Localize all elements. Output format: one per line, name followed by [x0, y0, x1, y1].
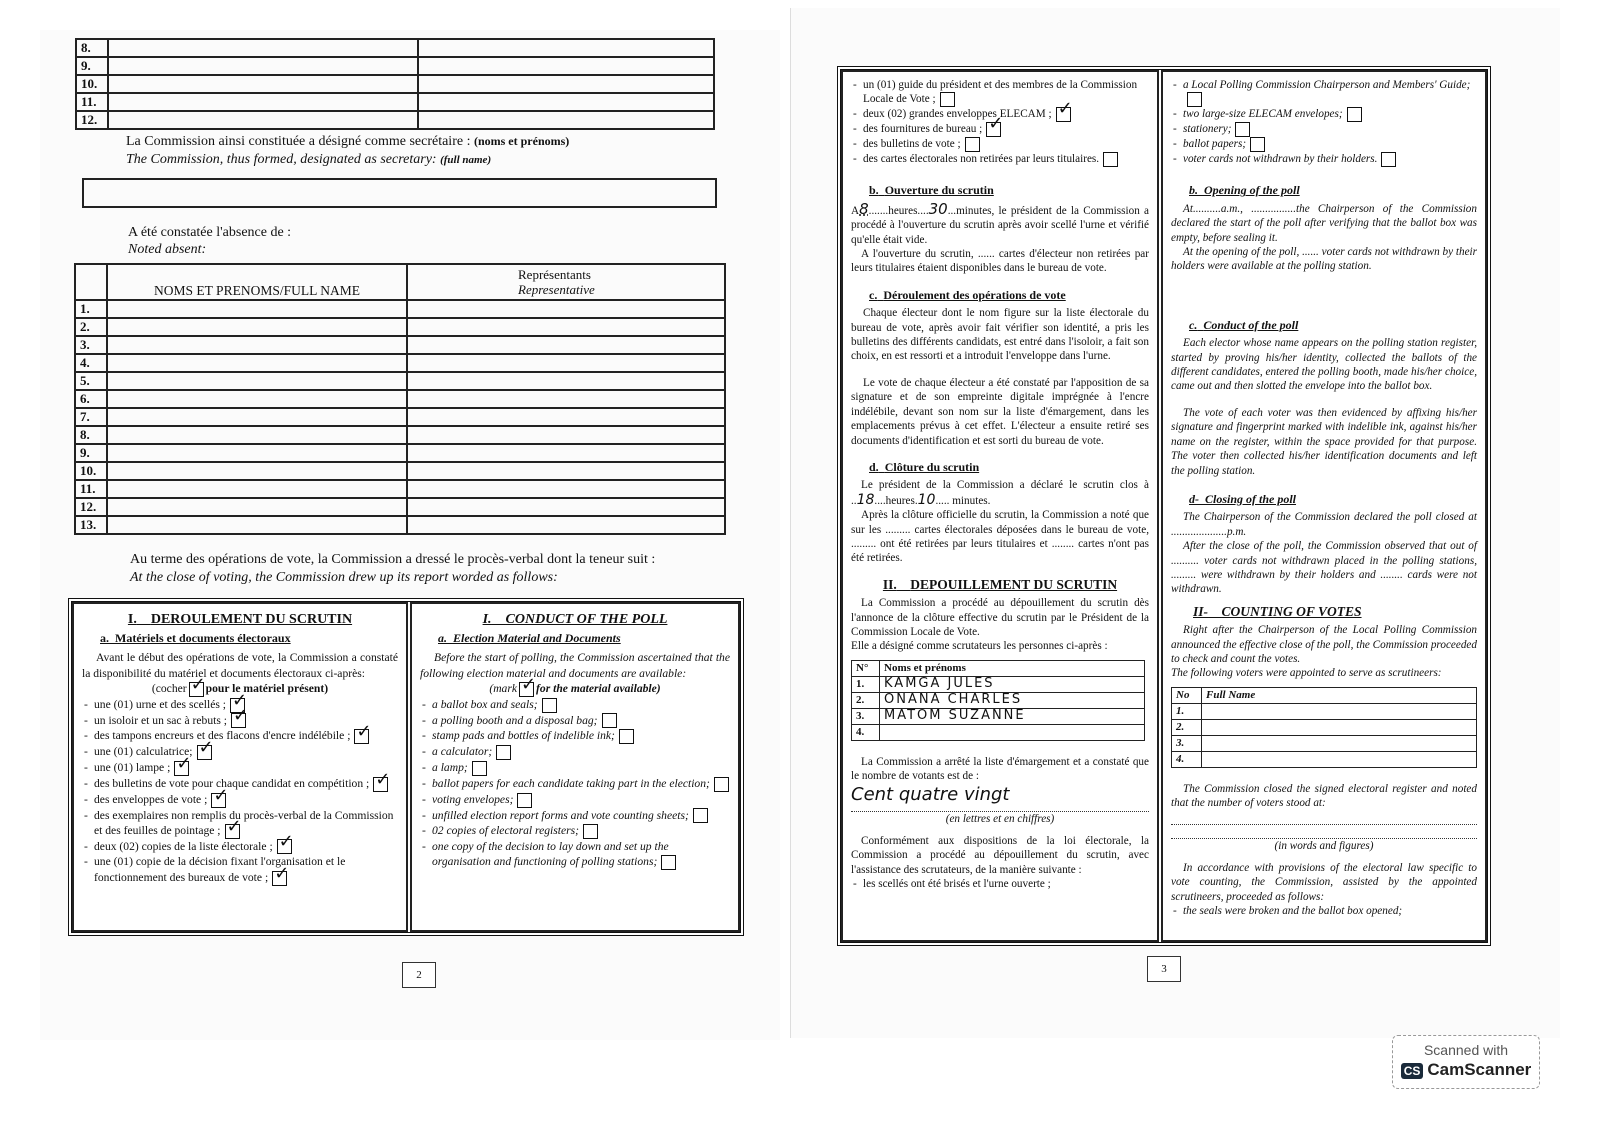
- section-title-en: I. CONDUCT OF THE POLL: [482, 612, 668, 627]
- row-number: 2.: [852, 692, 880, 708]
- closing-cards-fr: Après la clôture officielle du scrutin, la Commission a noté que sur les ......... cartes électorales déposées dans le bureau de vote, ......... ont été retirées par leurs titulaires et ........ cartes n'ont pas été retirées.: [851, 509, 1149, 565]
- checkbox[interactable]: [225, 824, 240, 839]
- absent-label-en: Noted absent:: [128, 242, 207, 257]
- closing-cards-en: After the close of the poll, the Commission observed that out of .......... voter cards not withdrawn placed in the polling stations, ......... were withdrawn by their holders and ........ cards were not withdrawn.: [1171, 540, 1477, 596]
- mark-note-en: (mark✓ for the material available): [420, 681, 730, 697]
- checkbox[interactable]: [354, 729, 369, 744]
- checkbox[interactable]: [986, 122, 1001, 137]
- table-row: [75, 300, 725, 318]
- table-row: [75, 336, 725, 354]
- register-note-en: (in words and figures): [1274, 839, 1374, 852]
- conduct-en-p2: The vote of each voter was then evidenced by affixing his/her signature and fingerprint marked with indelible ink, against his/her name on the register, within the space provided for that purpose. The voter then collected his/her identification documents and left the polling station.: [1171, 406, 1477, 477]
- row-number: 11.: [75, 480, 107, 498]
- table-cell[interactable]: [107, 498, 407, 516]
- subsection-a-fr: a. Matériels et documents électoraux: [100, 631, 291, 646]
- table-cell[interactable]: [108, 111, 418, 129]
- checkbox[interactable]: [1250, 137, 1265, 152]
- table-row: [852, 724, 1145, 740]
- intro-fr: Avant le début des opérations de vote, la Commission a constaté la disponibilité du matériel et documents électoraux ci-après:: [82, 651, 398, 680]
- counting-fr: La Commission a procédé au dépouillement du scrutin dès l'annonce de la clôture effective du scrutin par le Président de la Commission Locale de Vote.: [851, 597, 1149, 638]
- table-cell[interactable]: [407, 498, 725, 516]
- table-cell[interactable]: [407, 462, 725, 480]
- material-item: - un isoloir et un sac à rebuts ;✓: [82, 713, 398, 729]
- intro-en: Before the start of polling, the Commission ascertained that the following election material and documents are available:: [420, 651, 730, 680]
- checkbox[interactable]: [496, 745, 511, 760]
- subsection-a-en: a. Election Material and Documents: [438, 631, 621, 646]
- row-number: 3.: [1172, 735, 1202, 751]
- material-item: - une (01) lampe ;✓: [82, 760, 398, 776]
- opening-cards-fr: A l'ouverture du scrutin, ...... cartes d'électeur non retirées par leurs titulaires étaient disponibles dans le bureau de vote.: [851, 248, 1149, 275]
- checkbox[interactable]: [272, 871, 287, 886]
- table-cell[interactable]: [407, 372, 725, 390]
- table-cell[interactable]: [418, 39, 714, 57]
- camscanner-logo-icon: CS: [1401, 1063, 1424, 1079]
- table-cell[interactable]: [107, 318, 407, 336]
- conduct-fr-column: [72, 602, 408, 932]
- absent-col-name: NOMS ET PRENOMS/FULL NAME: [107, 264, 407, 300]
- checkbox[interactable]: [542, 698, 557, 713]
- row-number: 2.: [75, 318, 107, 336]
- subsection-d-en: d- Closing of the poll: [1189, 491, 1297, 506]
- material-item: - ballot papers;: [1171, 137, 1477, 152]
- table-cell[interactable]: [107, 480, 407, 498]
- material-item: - des enveloppes de vote ;✓: [82, 792, 398, 808]
- table-cell[interactable]: [407, 516, 725, 534]
- table-row: [76, 93, 714, 111]
- table-row: [75, 318, 725, 336]
- opening-fr: A8.......heures....30...minutes, le président de la Commission a procédé à l'ouverture du scrutin après avoir scellé l'urne et vérifié qu'elle était vide.: [851, 199, 1149, 246]
- conform-item-en: - the seals were broken and the ballot box opened;: [1171, 904, 1477, 918]
- checkbox-sample: [189, 682, 204, 697]
- checkbox[interactable]: [211, 793, 226, 808]
- row-number: 11.: [76, 93, 108, 111]
- conduct-fr-p2: Le vote de chaque électeur a été constaté par l'apposition de sa signature et de son empreinte digitale imprégnée à l'encre indélébile, devant son nom sur la liste d'émargement, dans les emplacements prévus à cet effet. L'électeur a ensuite retiré ses documents d'identification et est sorti du bureau de vote.: [851, 376, 1149, 447]
- voters-count-field[interactable]: Cent quatre vingt: [851, 788, 1149, 812]
- materials-list-en-continued: [1171, 78, 1477, 167]
- table-cell[interactable]: [407, 444, 725, 462]
- material-item: - unfilled election report forms and vote counting sheets;: [420, 808, 730, 824]
- subsection-d-fr: d. Clôture du scrutin: [869, 459, 980, 474]
- scrutineer-name[interactable]: ONANA CHARLES: [880, 692, 1145, 708]
- table-row: [1172, 751, 1477, 767]
- row-number: 10.: [76, 75, 108, 93]
- table-row: [852, 692, 1145, 708]
- row-number: 1.: [1172, 703, 1202, 719]
- material-item: - a lamp;: [420, 760, 730, 776]
- checkbox[interactable]: [277, 839, 292, 854]
- material-item: - une (01) copie de la décision fixant l'organisation et le fonctionnement des bureaux de vote ;✓: [82, 854, 398, 885]
- table-cell[interactable]: [108, 75, 418, 93]
- table-cell[interactable]: [407, 426, 725, 444]
- material-item: - ballot papers for each candidate taking part in the election;: [420, 776, 730, 792]
- material-item: - des fournitures de bureau ;✓: [851, 122, 1149, 137]
- materials-list-en: [420, 697, 730, 871]
- subsection-c-fr: c. Déroulement des opérations de vote: [869, 287, 1066, 302]
- table-cell[interactable]: [407, 480, 725, 498]
- table-row: [75, 480, 725, 498]
- table-row: [75, 498, 725, 516]
- row-number: 4.: [1172, 751, 1202, 767]
- table-row: [76, 39, 714, 57]
- row-number: 12.: [76, 111, 108, 129]
- absent-col-rep: Représentants Representative: [407, 264, 725, 300]
- opening-en: At..........a.m., ................the Chairperson of the Commission declared the start of the poll after verifying that the ballot box was empty, before sealing it.: [1171, 202, 1477, 244]
- row-number: 1.: [852, 676, 880, 692]
- scrutineers-table-en: No Full Name 1. 2. 3. 4.: [1171, 687, 1477, 768]
- checkbox[interactable]: [174, 761, 189, 776]
- right-page: [790, 8, 1560, 1038]
- subsection-b-fr: b. Ouverture du scrutin: [869, 183, 994, 198]
- material-item: - a ballot box and seals;: [420, 697, 730, 713]
- checkbox[interactable]: [1235, 122, 1250, 137]
- checkbox[interactable]: [661, 855, 676, 870]
- checkbox[interactable]: [619, 729, 634, 744]
- table-cell[interactable]: [107, 336, 407, 354]
- checkbox[interactable]: [1056, 107, 1071, 122]
- conduct-fr-p1: Chaque électeur dont le nom figure sur la liste électorale du bureau de vote, après avoir fait vérifier son identité, a pris les bulletins des différents candidats, est entré dans l'isoloir, a fait son choix, en est ressorti et a introduit l'enveloppe dans l'urne.: [851, 307, 1149, 363]
- closing-minutes[interactable]: 10: [917, 491, 936, 508]
- opening-hour[interactable]: 8: [859, 199, 869, 218]
- table-row: [75, 444, 725, 462]
- material-item: - un (01) guide du président et des membres de la Commission Locale de Vote ;: [851, 78, 1149, 107]
- table-cell[interactable]: [108, 57, 418, 75]
- counting-en-2: The following voters were appointed to serve as scrutineers:: [1171, 667, 1442, 680]
- checkbox[interactable]: [583, 824, 598, 839]
- counting-en: Right after the Chairperson of the Local Polling Commission announced the effective close of the poll, the Commission proceeded to check and count the votes.: [1171, 624, 1477, 665]
- checkbox[interactable]: [965, 137, 980, 152]
- section-title-fr: I. DEROULEMENT DU SCRUTIN: [127, 612, 353, 627]
- checkbox[interactable]: [197, 745, 212, 760]
- row-number: 8.: [75, 426, 107, 444]
- table-row: [852, 708, 1145, 724]
- checkbox[interactable]: [1187, 92, 1202, 107]
- watermark-line1: Scanned with: [1423, 1042, 1509, 1058]
- row-number: 4.: [75, 354, 107, 372]
- table-cell[interactable]: [107, 462, 407, 480]
- checkbox-sample: [519, 682, 534, 697]
- section-title-2-en: II- COUNTING OF VOTES: [1193, 603, 1362, 619]
- report-intro-en: At the close of voting, the Commission drew up its report worded as follows:: [130, 570, 558, 585]
- section-title-2-fr: II. DEPOUILLEMENT DU SCRUTIN: [882, 576, 1118, 592]
- table-cell[interactable]: [107, 408, 407, 426]
- secretary-label-fr: La Commission ainsi constituée a désigné comme secrétaire : (noms et prénoms): [126, 134, 570, 149]
- left-page: [40, 30, 780, 1040]
- row-number: 3.: [75, 336, 107, 354]
- table-cell[interactable]: [407, 408, 725, 426]
- material-item: - voting envelopes;: [420, 792, 730, 808]
- table-row: [75, 354, 725, 372]
- materials-list-fr-continued: [851, 78, 1149, 167]
- scrutineer-name[interactable]: KAMGA JULES: [880, 676, 1145, 692]
- materials-list-fr: [82, 697, 398, 886]
- watermark-line2: CS CamScanner: [1393, 1060, 1539, 1080]
- closing-en: The Chairperson of the Commission declared the poll closed at ....................p.m.: [1171, 511, 1477, 538]
- table-cell[interactable]: [107, 372, 407, 390]
- material-item: - a polling booth and a disposal bag;: [420, 713, 730, 729]
- row-number: 13.: [75, 516, 107, 534]
- table-row: [75, 390, 725, 408]
- material-item: - a Local Polling Commission Chairperson and Members' Guide;: [1171, 78, 1477, 107]
- material-item: - des cartes électorales non retirées par leurs titulaires.: [851, 152, 1149, 167]
- material-item: - stamp pads and bottles of indelible ink;: [420, 728, 730, 744]
- material-item: - une (01) calculatrice;✓: [82, 744, 398, 760]
- table-row: [76, 75, 714, 93]
- members-table-continued: [75, 38, 715, 130]
- table-cell[interactable]: [407, 318, 725, 336]
- row-number: 2.: [1172, 719, 1202, 735]
- table-row: [76, 111, 714, 129]
- closing-fr: Le président de la Commission a déclaré le scrutin clos à ..18....heures.10..... minutes.: [851, 479, 1149, 508]
- scrutineer-name[interactable]: [1202, 751, 1477, 767]
- checkbox[interactable]: [1103, 152, 1118, 167]
- voters-count-field-en-2[interactable]: [1171, 825, 1477, 839]
- row-number: 12.: [75, 498, 107, 516]
- conduct-of-poll-box: [68, 598, 744, 936]
- report-fr-column: [841, 70, 1159, 942]
- table-cell[interactable]: [107, 516, 407, 534]
- conduct-en-column: [410, 602, 740, 932]
- table-row: [75, 408, 725, 426]
- camscanner-watermark: [1392, 1035, 1540, 1089]
- table-cell[interactable]: [107, 300, 407, 318]
- page-number-right: 3: [1147, 956, 1181, 982]
- row-number: 7.: [75, 408, 107, 426]
- material-item: - stationery;: [1171, 122, 1477, 137]
- table-row: [852, 676, 1145, 692]
- checkbox[interactable]: [472, 761, 487, 776]
- table-row: [1172, 735, 1477, 751]
- row-number: 5.: [75, 372, 107, 390]
- table-row: [1172, 719, 1477, 735]
- table-row: [75, 462, 725, 480]
- row-number: 8.: [76, 39, 108, 57]
- table-cell[interactable]: [407, 390, 725, 408]
- row-number: 9.: [76, 57, 108, 75]
- scrutineers-table-fr: N° Noms et prénoms 1. KAMGA JULES 2. ONANA CHARLES 3. MATOM SUZANNE 4.: [851, 660, 1145, 741]
- row-number: 9.: [75, 444, 107, 462]
- table-cell[interactable]: [407, 336, 725, 354]
- conform-item-fr: - les scellés ont été brisés et l'urne ouverte ;: [851, 877, 1149, 891]
- conform-fr: Conformément aux dispositions de la loi électorale, la Commission a procédé au dépouillement du scrutin, avec l'assistance des scrutateurs, de la manière suivante :: [851, 835, 1149, 876]
- absent-table: [74, 263, 726, 535]
- table-cell[interactable]: [107, 444, 407, 462]
- table-cell[interactable]: [107, 390, 407, 408]
- table-cell[interactable]: [418, 93, 714, 111]
- material-item: - voter cards not withdrawn by their holders.: [1171, 152, 1477, 167]
- row-number: 6.: [75, 390, 107, 408]
- scrutineer-name[interactable]: [880, 724, 1145, 740]
- checkbox[interactable]: [693, 808, 708, 823]
- material-item: - deux (02) grandes enveloppes ELECAM ;✓: [851, 107, 1149, 122]
- table-cell[interactable]: [108, 93, 418, 111]
- counting-fr-2: Elle a désigné comme scrutateurs les personnes ci-après :: [851, 640, 1108, 653]
- register-note-fr: (en lettres et en chiffres): [945, 812, 1055, 825]
- table-cell[interactable]: [418, 111, 714, 129]
- checkbox[interactable]: [1381, 152, 1396, 167]
- checkbox[interactable]: [231, 713, 246, 728]
- checkbox[interactable]: [1347, 107, 1362, 122]
- scrutineer-name[interactable]: [1202, 735, 1477, 751]
- material-item: - 02 copies of electoral registers;: [420, 823, 730, 839]
- report-continued-box: [837, 66, 1491, 946]
- scrutineer-name[interactable]: [1202, 719, 1477, 735]
- checkbox[interactable]: [940, 92, 955, 107]
- register-en: The Commission closed the signed electoral register and noted that the number of voters stood at:: [1171, 782, 1477, 810]
- table-cell[interactable]: [407, 300, 725, 318]
- table-cell[interactable]: [107, 354, 407, 372]
- table-row: [75, 372, 725, 390]
- table-row: [75, 426, 725, 444]
- opening-minutes[interactable]: 30: [928, 199, 948, 218]
- conform-en: In accordance with provisions of the electoral law specific to vote counting, the Commission, assisted by the appointed scrutineers, proceeded as follows:: [1171, 862, 1477, 903]
- material-item: - des bulletins de vote pour chaque candidat en compétition ;✓: [82, 776, 398, 792]
- checkbox[interactable]: [373, 777, 388, 792]
- subsection-b-en: b. Opening of the poll: [1189, 183, 1300, 198]
- report-intro-fr: Au terme des opérations de vote, la Commission a dressé le procès-verbal dont la teneur suit :: [130, 552, 656, 567]
- scrutineer-name[interactable]: [1202, 703, 1477, 719]
- register-fr: La Commission a arrêté la liste d'émargement et a constaté que le nombre de votants est de :: [851, 755, 1149, 783]
- table-row: [1172, 703, 1477, 719]
- table-cell[interactable]: [407, 354, 725, 372]
- mark-note-fr: (cocher✓ pour le matériel présent): [82, 681, 398, 697]
- voters-count-field-en[interactable]: [1171, 811, 1477, 825]
- material-item: - une (01) urne et des scellés ;✓: [82, 697, 398, 713]
- material-item: - a calculator;: [420, 744, 730, 760]
- material-item: - deux (02) copies de la liste électorale ;✓: [82, 839, 398, 855]
- table-cell[interactable]: [418, 57, 714, 75]
- checkbox[interactable]: [714, 777, 729, 792]
- checkbox[interactable]: [517, 793, 532, 808]
- material-item: - des exemplaires non remplis du procès-verbal de la Commission et des feuilles de pointage ;✓: [82, 808, 398, 839]
- table-cell[interactable]: [107, 426, 407, 444]
- material-item: - two large-size ELECAM envelopes;: [1171, 107, 1477, 122]
- table-cell[interactable]: [418, 75, 714, 93]
- report-en-column: [1161, 70, 1487, 942]
- table-row: [75, 516, 725, 534]
- secretary-label-en: The Commission, thus formed, designated as secretary: (full name): [126, 152, 492, 167]
- opening-cards-en: At the opening of the poll, ...... voter cards not withdrawn by their holders were available at the polling station.: [1171, 246, 1477, 273]
- absent-label-fr: A été constatée l'absence de :: [128, 225, 292, 240]
- row-number: 3.: [852, 708, 880, 724]
- row-number: 4.: [852, 724, 880, 740]
- closing-hour[interactable]: 18: [856, 491, 875, 508]
- material-item: - one copy of the decision to lay down and set up the organisation and functioning of polling stations;: [420, 839, 730, 870]
- material-item: - des tampons encreurs et des flacons d'encre indélébile ;✓: [82, 728, 398, 744]
- row-number: 10.: [75, 462, 107, 480]
- scrutineer-name[interactable]: MATOM SUZANNE: [880, 708, 1145, 724]
- secretary-field[interactable]: [82, 178, 717, 208]
- table-cell[interactable]: [108, 39, 418, 57]
- conduct-en-p1: Each elector whose name appears on the polling station register, started by proving his/her identity, collected the ballots of the different candidates, entered the polling booth, made his/her choice, came out and then slotted the envelope into the ballot box.: [1171, 337, 1477, 393]
- subsection-c-en: c. Conduct of the poll: [1189, 317, 1299, 332]
- material-item: - des bulletins de vote ;: [851, 137, 1149, 152]
- row-number: 1.: [75, 300, 107, 318]
- table-row: [76, 57, 714, 75]
- page-number-left: 2: [402, 962, 436, 988]
- checkbox[interactable]: [602, 713, 617, 728]
